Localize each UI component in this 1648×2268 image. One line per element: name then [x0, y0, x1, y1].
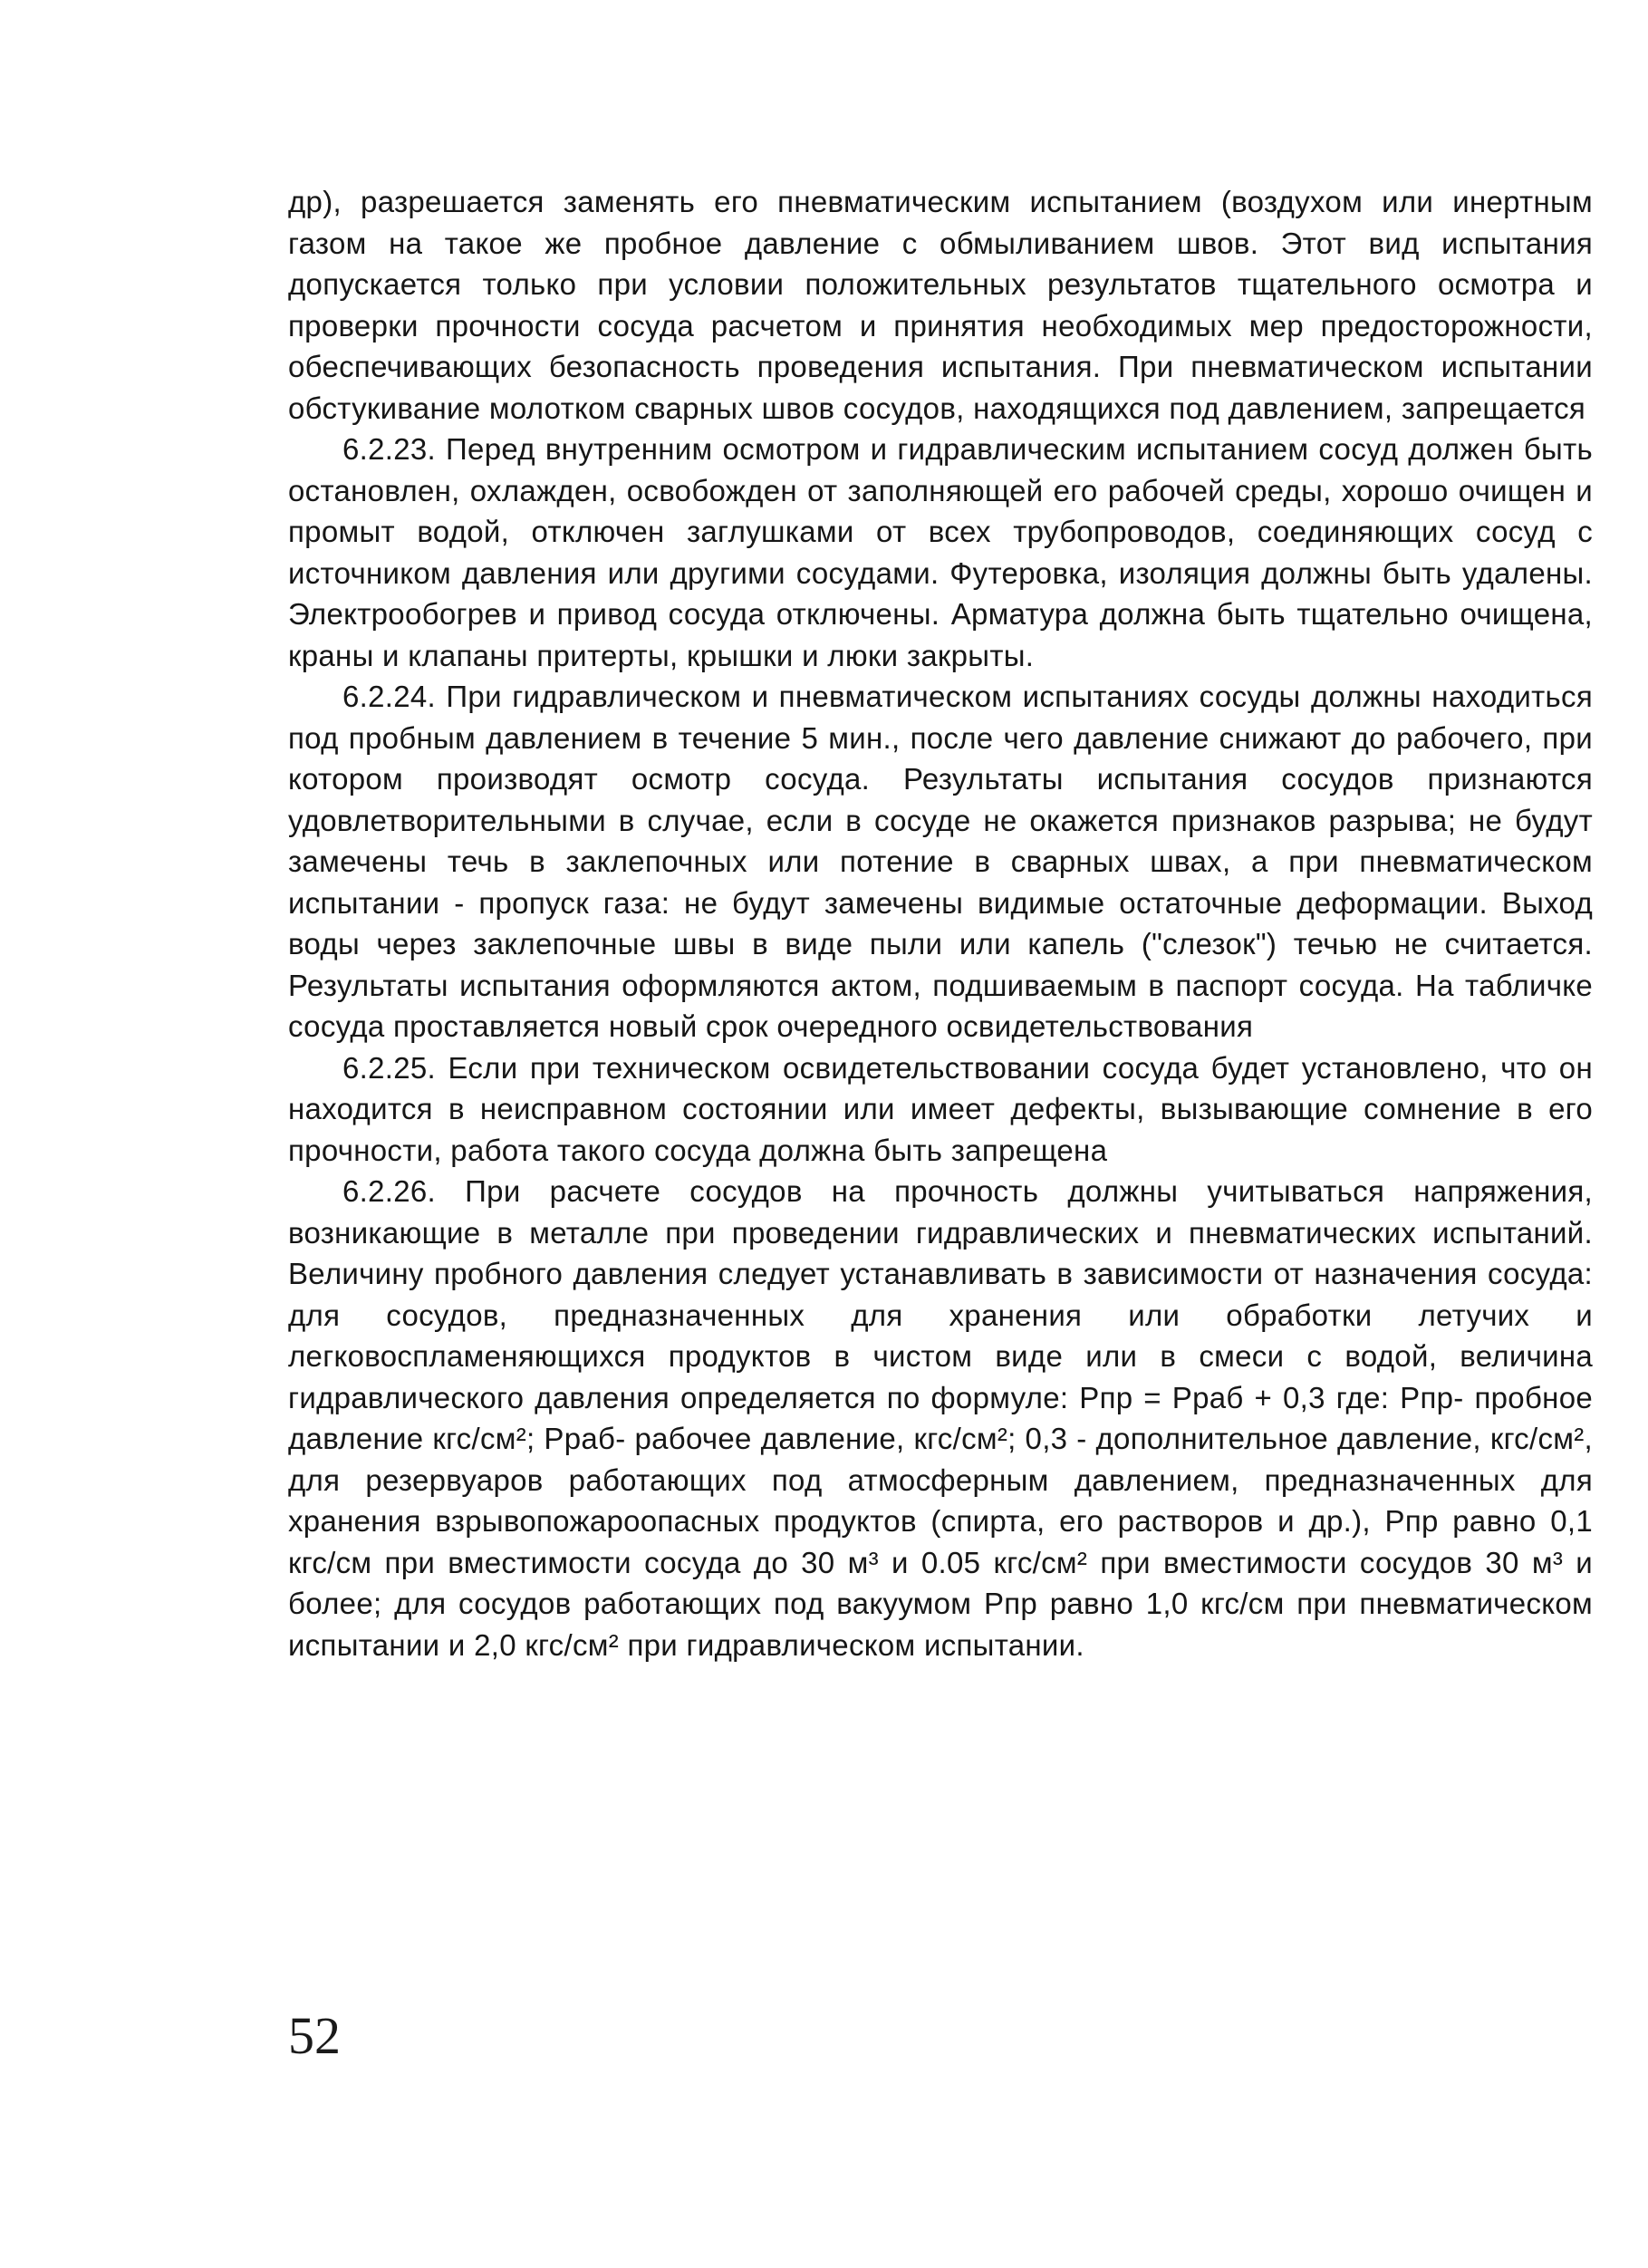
- paragraph-6-2-23: 6.2.23. Перед внутренним осмотром и гидравлическим испытанием сосуд должен быть остановлен, охлажден, освобожден от заполняющей его рабочей среды, хорошо очищен и промыт водой, отключен заглушками от всех трубопроводов, соединяющих сосуд с источником давления или другими сосудами. Футеровка, изоляция должны быть удалены. Электрообогрев и привод сосуда отключены. Арматура должна быть тщательно очищена, краны и клапаны притерты, крышки и люки закрыты.: [288, 432, 1593, 672]
- paragraph-6-2-25: 6.2.25. Если при техническом освидетельствовании сосуда будет установлено, что он находится в неисправном состоянии или имеет дефекты, вызывающие сомнение в его прочности, работа такого сосуда должна быть запрещена: [288, 1050, 1593, 1167]
- body-text: [288, 181, 1593, 1665]
- paragraph-6-2-24: 6.2.24. При гидравлическом и пневматическом испытаниях сосуды должны находиться под пробным давлением в течение 5 мин., после чего давление снижают до рабочего, при котором производят осмотр сосуда. Результаты испытания сосудов признаются удовлетворительными в случае, если в сосуде не окажется признаков разрыва; не будут замечены течь в заклепочных или потение в сварных швах, а при пневматическом испытании - пропуск газа: не будут замечены видимые остаточные деформации. Выход воды через заклепочные швы в виде пыли или капель ("слезок") течью не считается. Результаты испытания оформляются актом, подшиваемым в паспорт сосуда. На табличке сосуда проставляется новый срок очередного освидетельствования: [288, 680, 1593, 1043]
- paragraph-6-2-26: 6.2.26. При расчете сосудов на прочность должны учитываться напряжения, возникающие в металле при проведении гидравлических и пневматических испытаний. Величину пробного давления следует устанавливать в зависимости от назначения сосуда: для сосудов, предназначенных для хранения или обработки летучих и легковоспламеняющихся продуктов в чистом виде или в смеси с водой, величина гидравлического давления определяется по формуле: Рпр = Рраб + 0,3 где: Рпр- пробное давление кгс/см²; Рраб- рабочее давление, кгс/см²; 0,3 - дополнительное давление, кгс/см², для резервуаров работающих под атмосферным давлением, предназначенных для хранения взрывопожароопасных продуктов (спирта, его растворов и др.), Рпр равно 0,1 кгс/см при вместимости сосуда до 30 м³ и 0.05 кгс/см² при вместимости сосудов 30 м³ и более; для сосудов работающих под вакуумом Рпр равно 1,0 кгс/см при пневматическом испытании и 2,0 кгс/см² при гидравлическом испытании.: [288, 1174, 1593, 1662]
- page-number: 52: [288, 2006, 341, 2065]
- paragraph-continuation: др), разрешается заменять его пневматическим испытанием (воздухом или инертным газом на такое же пробное давление с обмыливанием швов. Этот вид испытания допускается только при условии положительных результатов тщательного осмотра и проверки прочности сосуда расчетом и принятия необходимых мер предосторожности, обеспечивающих безопасность проведения испытания. При пневматическом испытании обстукивание молотком сварных швов сосудов, находящихся под давлением, запрещается: [288, 185, 1593, 425]
